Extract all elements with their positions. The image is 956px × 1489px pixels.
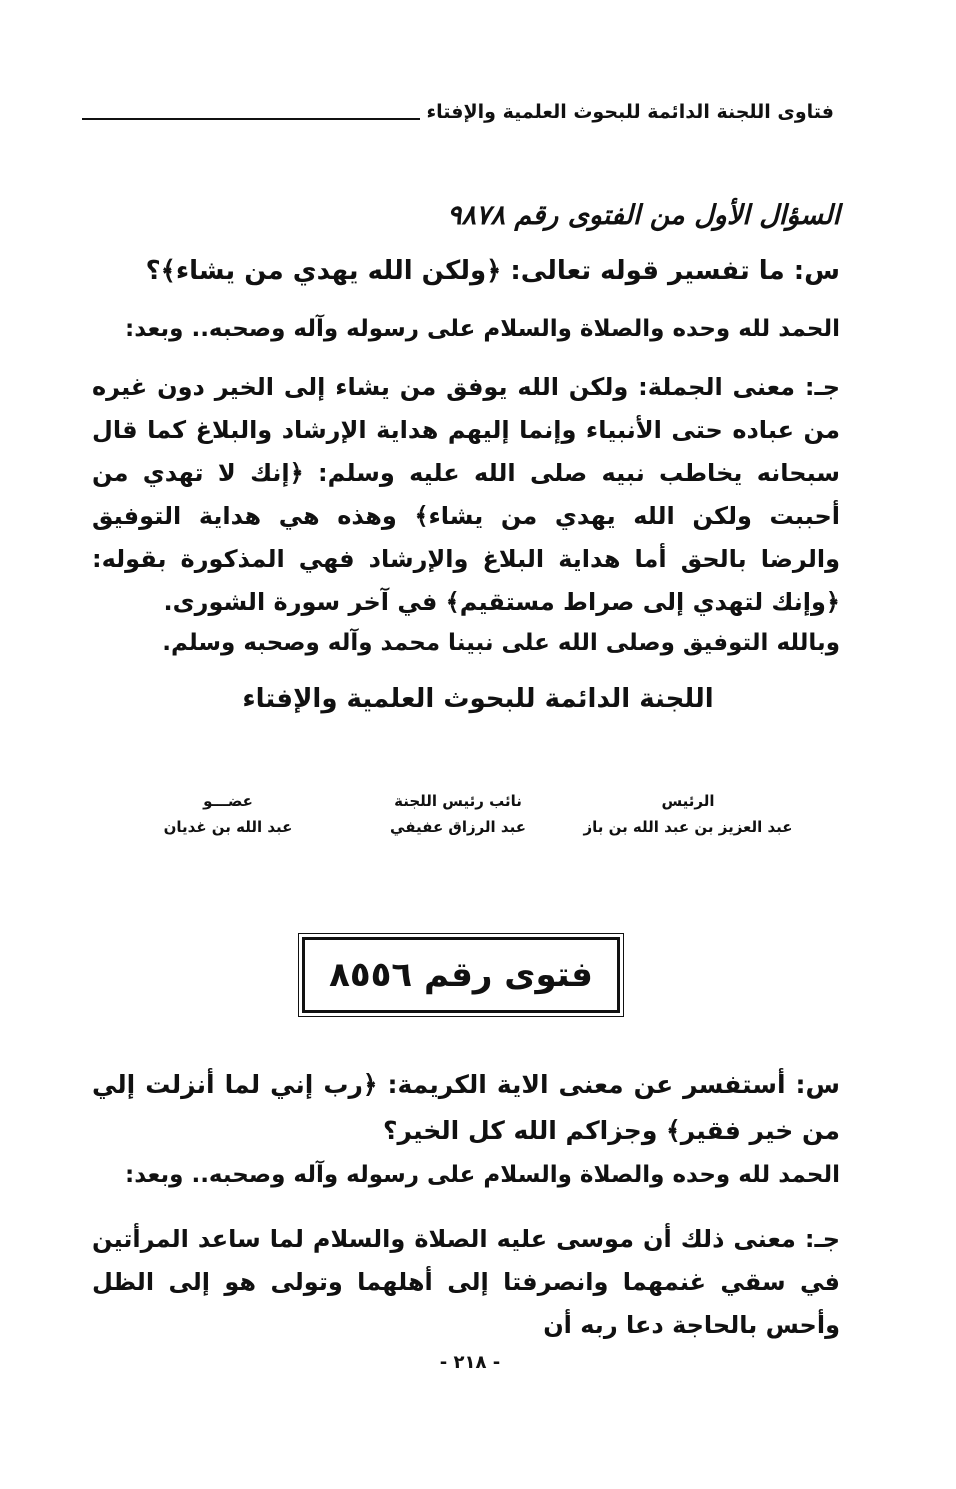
answer-text-2: جـ: معنى ذلك أن موسى عليه الصلاة والسلام لما ساعد المرأتين في سقي غنمهما وانصرفتا إلى أهلهما وتولى هو إلى الظل وأحس بالحاجة دعا ربه أن: [92, 1225, 840, 1339]
header-rule: [82, 118, 420, 120]
fatwa-title: فتوى رقم ٨٥٥٦: [329, 955, 593, 995]
praise-line: الحمد لله وحده والصلاة والسلام على رسوله وآله وصحبه.. وبعد:: [125, 316, 840, 342]
signature-name: عبد الرزاق عفيفي: [390, 818, 526, 836]
answer-text: جـ: معنى الجملة: ولكن الله يوفق من يشاء إلى الخير دون غيره من عباده حتى الأنبياء وإنما إليهم هداية الإرشاد والبلاغ كما قال سبحانه يخاطب نبيه صلى الله عليه وسلم: ﴿إنك لا تهدي من أحببت ولكن الله يهدي من يشاء﴾ وهذه هي هداية التوفيق والرضا بالحق أما هداية البلاغ والإرشاد فهي المذكورة بقوله: ﴿وإنك لتهدي إلى صراط مستقيم﴾ في آخر سورة الشورى.: [92, 373, 840, 616]
signature-role: الرئيس: [661, 792, 715, 810]
signature-vice-chairman: [348, 792, 568, 852]
signature-block: [118, 792, 798, 852]
closing-line: وبالله التوفيق وصلى الله على نبينا محمد وآله وصحبه وسلم.: [162, 630, 840, 656]
signature-chairman: [578, 792, 798, 852]
page-number: - ٢١٨ -: [439, 1352, 501, 1373]
signature-role: نائب رئيس اللجنة: [394, 792, 522, 810]
signature-role: عضـــو: [203, 792, 253, 810]
running-header-title: فتاوى اللجنة الدائمة للبحوث العلمية والإفتاء: [426, 101, 834, 123]
fatwa-title-box: [302, 937, 620, 1013]
praise-line-2: الحمد لله وحده والصلاة والسلام على رسوله وآله وصحبه.. وبعد:: [125, 1162, 840, 1188]
signature-name: عبد الله بن غديان: [163, 818, 293, 836]
signature-member: [118, 792, 338, 852]
question-text: س: ما تفسير قوله تعالى: ﴿ولكن الله يهدي من يشاء﴾؟: [145, 256, 840, 286]
running-header: [82, 88, 834, 122]
signature-name: عبد العزيز بن عبد الله بن باز: [583, 818, 793, 836]
question-text-2: س: أستفسر عن معنى الاية الكريمة: ﴿رب إني لما أنزلت إلي من خير فقير﴾ وجزاكم الله كل الخير؟: [92, 1070, 840, 1145]
committee-name: اللجنة الدائمة للبحوث العلمية والإفتاء: [242, 684, 714, 714]
question-heading: السؤال الأول من الفتوى رقم ٩٨٧٨: [447, 200, 840, 231]
